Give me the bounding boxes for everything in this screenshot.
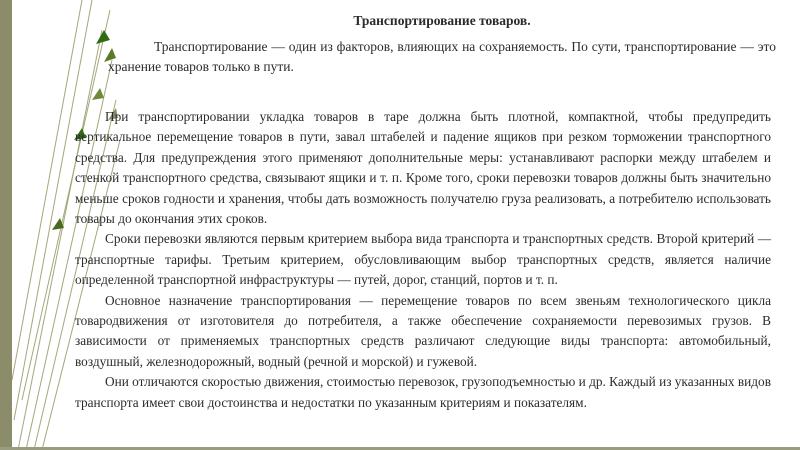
intro-paragraph: Транспортирование — один из факторов, влияющих на сохраняемость. По сути, транспортирование — это хранение товаров только в пути. (108, 39, 776, 74)
main-text (75, 107, 771, 413)
slide-title: Транспортирование товаров. (353, 13, 531, 28)
paragraph-4: Они отличаются скоростью движения, стоимостью перевозок, грузоподъемностью и др. Каждый из указанных видов транспорта имеет свои достоинства и недостатки по указанным критериям и показателям. (75, 374, 771, 410)
paragraph-2: Сроки перевозки являются первым критерием выбора вида транспорта и транспортных средств. Второй критерий — транспортные тарифы. Третьим критерием, обусловливающим выбор транспортных средств, является наличие определенной транспортной инфраструктуры — путей, дорог, станций, портов и т. п. (75, 231, 771, 288)
paragraph-3: Основное назначение транспортирования — перемещение товаров по всем звеньям технологического цикла товародвижения от изготовителя до потребителя, а также обеспечение сохраняемости перевозимых грузов. В зависимости от применяемых транспортных средств различают следующие виды транспорта: автомобильный, воздушный, железнодорожный, водный (речной и морской) и гужевой. (75, 292, 771, 369)
left-accent-bar (0, 0, 12, 450)
slide-header (108, 11, 776, 77)
paragraph-1: При транспортировании укладка товаров в таре должна быть плотной, компактной, чтобы предупредить вертикальное перемещение товаров в пути, завал штабелей и падение ящиков при резком торможении транспортного средства. Для предупреждения этого применяют дополнительные меры: устанавливают распорки между штабелем и стенкой транспортного средства, связывают ящики и т. п. Кроме того, сроки перевозки товаров должны быть значительно меньше сроков годности и хранения, чтобы дать возможность получателю груза реализовать, а потребителю использовать товары до окончания этих сроков. (75, 109, 771, 227)
